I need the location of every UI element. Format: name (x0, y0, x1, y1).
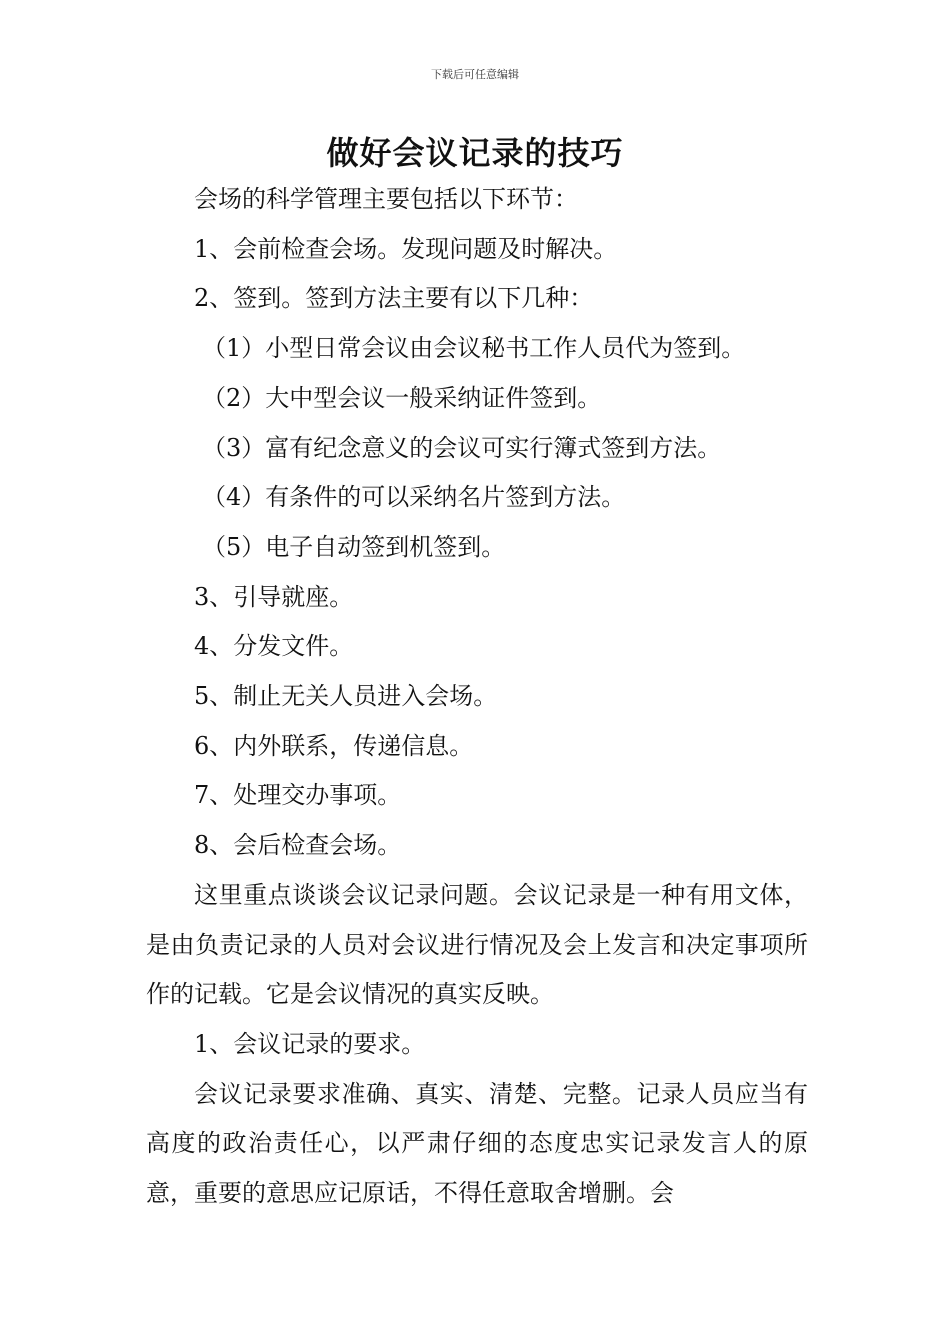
list-item-step-6: 6、内外联系，传递信息。 (194, 731, 474, 760)
list-item-signin-4: （4）有条件的可以采纳名片签到方法。 (202, 483, 626, 512)
page-header-note: 下载后可任意编辑 (431, 68, 519, 81)
list-item-step-8: 8、会后检查会场。 (194, 831, 402, 860)
list-item-step-5: 5、制止无关人员进入会场。 (194, 682, 498, 711)
list-item-signin-1: （1）小型日常会议由会议秘书工作人员代为签到。 (202, 334, 746, 363)
list-item-signin-2: （2）大中型会议一般采纳证件签到。 (202, 383, 602, 412)
list-item-signin-3: （3）富有纪念意义的会议可实行簿式签到方法。 (202, 433, 722, 462)
list-item-step-4: 4、分发文件。 (194, 632, 354, 661)
intro-line: 会场的科学管理主要包括以下环节： (194, 185, 578, 213)
paragraph-meeting-records: 这里重点谈谈会议记录问题。会议记录是一种有用文体，是由负责记录的人员对会议进行情况及会上发言和决定事项所作的记载。它是会议情况的真实反映。 (146, 880, 808, 1009)
list-item-signin-5: （5）电子自动签到机签到。 (202, 532, 506, 561)
section-heading-requirements: 1、会议记录的要求。 (194, 1029, 426, 1058)
list-item-step-1: 1、会前检查会场。发现问题及时解决。 (194, 234, 618, 263)
document-body (146, 175, 808, 1219)
list-item-step-2: 2、签到。签到方法主要有以下几种： (194, 284, 594, 313)
document-title: 做好会议记录的技巧 (326, 134, 624, 172)
list-item-step-3: 3、引导就座。 (194, 582, 354, 611)
paragraph-requirements: 会议记录要求准确、真实、清楚、完整。记录人员应当有高度的政治责任心，以严肃仔细的态度忠实记录发言人的原意，重要的意思应记原话，不得任意取舍增删。会 (146, 1079, 808, 1208)
list-item-step-7: 7、处理交办事项。 (194, 781, 402, 810)
